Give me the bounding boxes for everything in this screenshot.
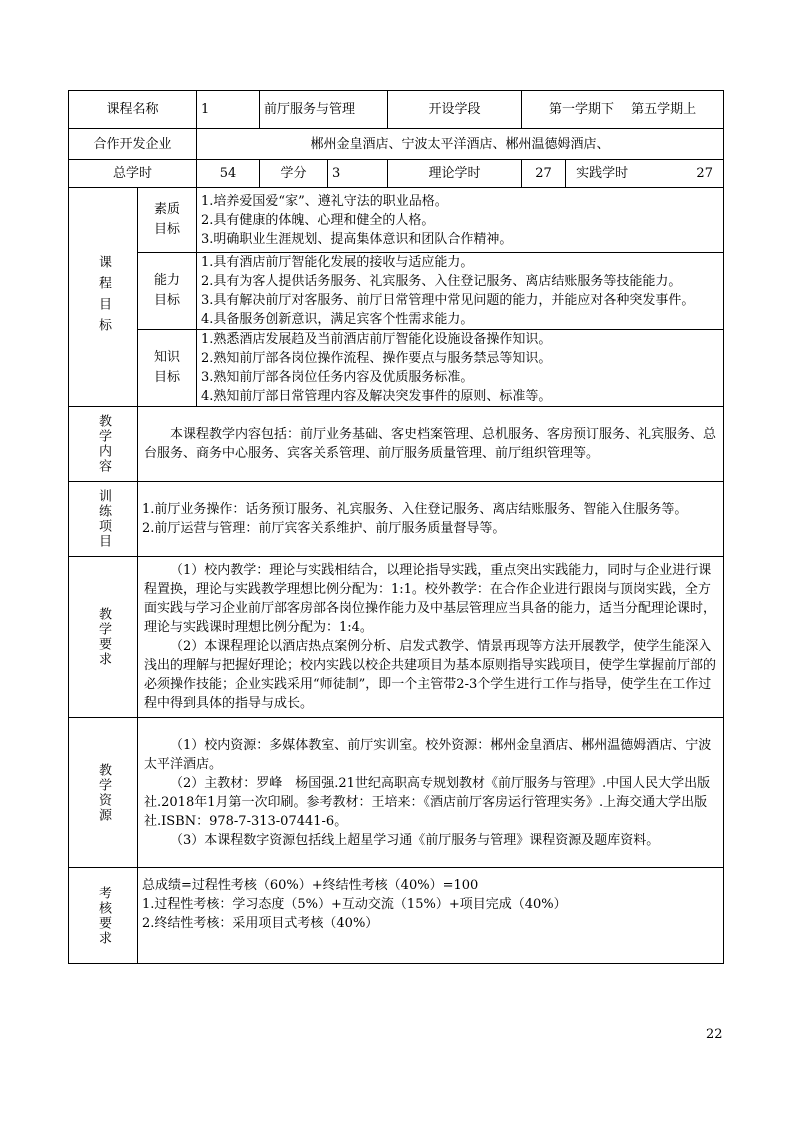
resources-paragraph-3: （3）本课程数字资源包括线上超星学习通《前厅服务与管理》课程资源及题库资料。 xyxy=(170,832,660,848)
ability-goal-label: 能力 目标 xyxy=(138,253,197,330)
list-item: 1.具有酒店前厅智能化发展的接收与适应能力。 xyxy=(201,255,474,270)
list-item: 1.培养爱国爱“家”、遵礼守法的职业品格。 xyxy=(201,193,448,209)
list-item: 2.前厅运营与管理：前厅宾客关系维护、前厅服务质量督导等。 xyxy=(142,521,506,536)
requirements-paragraph-1: （1）校内教学：理论与实践相结合，以理论指导实践，重点突出实践能力，同时与企业进行课程置换，理论与实践教学理想比例分配为：1:1。校外教学：在合作企业进行跟岗与顶岗实践，全方面实践与学习企业前厅部客房部各岗位操作能力及中基层管理应当具备的能力，适当分配理论课时，理论与实践课时理想比例分配为：1:4。 xyxy=(144,563,717,635)
requirements-text-cell xyxy=(138,557,724,718)
goal-knowledge-row xyxy=(69,330,724,407)
semester-label: 开设学段 xyxy=(388,91,522,129)
semester-value: 第一学期下 第五学期上 xyxy=(522,91,724,129)
course-name-label: 课程名称 xyxy=(69,91,197,129)
resources-label: 教学资源 xyxy=(69,718,138,868)
theory-label: 理论学时 xyxy=(388,160,522,188)
course-no: 1 xyxy=(197,91,260,129)
course-name-row xyxy=(69,91,724,129)
practice-label: 实践学时 xyxy=(576,166,629,181)
resources-paragraph-1: （1）校内资源：多媒体教室、前厅实训室。校外资源：郴州金皇酒店、郴州温德姆酒店、宁波太平洋酒店。 xyxy=(144,737,712,772)
assessment-row xyxy=(69,868,724,964)
knowledge-goal-items xyxy=(197,330,724,407)
list-item: 1.前厅业务操作：话务预订服务、礼宾服务、入住登记服务、离店结账服务、智能入住服务等。 xyxy=(142,502,688,517)
list-item: 2.终结性考核：采用项目式考核（40%） xyxy=(142,916,379,931)
list-item: 3.熟知前厅部各岗位任务内容及优质服务标准。 xyxy=(201,370,474,385)
resources-text-cell xyxy=(138,718,724,868)
list-item: 3.具有解决前厅对客服务、前厅日常管理中常见问题的能力，并能应对各种突发事件。 xyxy=(201,293,695,308)
goals-section-label: 课程目标 xyxy=(69,188,138,407)
quality-goal-label: 素质 目标 xyxy=(138,188,197,253)
training-label: 训练项目 xyxy=(69,482,138,557)
list-item: 4.具备服务创新意识，满足宾客个性需求能力。 xyxy=(201,312,474,327)
practice-label-and-hours xyxy=(566,160,724,188)
assessment-label: 考核要求 xyxy=(69,868,138,964)
requirements-label: 教学要求 xyxy=(69,557,138,718)
requirements-row xyxy=(69,557,724,718)
practice-hours: 27 xyxy=(696,166,713,181)
total-hours: 54 xyxy=(197,160,260,188)
assessment-lines xyxy=(138,868,724,964)
goal-ability-row xyxy=(69,253,724,330)
content-label: 教学内容 xyxy=(69,407,138,482)
list-item: 1.过程性考核：学习态度（5%）+互动交流（15%）+项目完成（40%） xyxy=(142,897,567,912)
training-row xyxy=(69,482,724,557)
total-hours-label: 总学时 xyxy=(69,160,197,188)
partner-label: 合作开发企业 xyxy=(69,129,197,160)
quality-goal-items xyxy=(197,188,724,253)
knowledge-goal-label: 知识 目标 xyxy=(138,330,197,407)
content-text: 本课程教学内容包括：前厅业务基础、客史档案管理、总机服务、客房预订服务、礼宾服务、总台服务、商务中心服务、宾客关系管理、前厅服务质量管理、前厅组织管理等。 xyxy=(144,427,717,461)
ability-goal-items xyxy=(197,253,724,330)
credit: 3 xyxy=(328,160,388,188)
list-item: 2.具有健康的体魄、心理和健全的人格。 xyxy=(201,212,435,228)
list-item: 3.明确职业生涯规划、提高集体意识和团队合作精神。 xyxy=(201,231,513,247)
resources-paragraph-2: （2）主教材：罗峰 杨国强.21世纪高职高专规划教材《前厅服务与管理》.中国人民大学出版社.2018年1月第一次印刷。参考教材：王培来：《酒店前厅客房运行管理实务》.上海交通大学出版社.ISBN：978-7-313-07441-6。 xyxy=(144,775,711,829)
partner-value: 郴州金皇酒店、宁波太平洋酒店、郴州温德姆酒店、 xyxy=(197,129,724,160)
page-number: 22 xyxy=(706,1027,723,1042)
credit-label: 学分 xyxy=(260,160,328,188)
resources-row xyxy=(69,718,724,868)
course-table xyxy=(68,90,724,964)
list-item: 2.具有为客人提供话务服务、礼宾服务、入住登记服务、离店结账服务等技能能力。 xyxy=(201,274,682,289)
content-row xyxy=(69,407,724,482)
list-item: 2.熟知前厅部各岗位操作流程、操作要点与服务禁忌等知识。 xyxy=(201,351,552,366)
list-item: 总成绩=过程性考核（60%）+终结性考核（40%）=100 xyxy=(142,878,479,893)
hours-row xyxy=(69,160,724,188)
list-item: 4.熟知前厅部日常管理内容及解决突发事件的原则、标准等。 xyxy=(201,389,552,404)
requirements-paragraph-2: （2）本课程理论以酒店热点案例分析、启发式教学、情景再现等方法开展教学，使学生能深入浅出的理解与把握好理论；校内实践以校企共建项目为基本原则指导实践项目，使学生掌握前厅部的必须操作技能；企业实践采用“师徒制”，即一个主管带2-3个学生进行工作与指导，使学生在工作过程中得到具体的指导与成长。 xyxy=(144,639,717,711)
partner-row xyxy=(69,129,724,160)
course-name: 前厅服务与管理 xyxy=(260,91,388,129)
training-items xyxy=(138,482,724,557)
list-item: 1.熟悉酒店发展趋及当前酒店前厅智能化设施设备操作知识。 xyxy=(201,332,552,347)
content-text-cell xyxy=(138,407,724,482)
goal-quality-row xyxy=(69,188,724,253)
theory-hours: 27 xyxy=(522,160,566,188)
